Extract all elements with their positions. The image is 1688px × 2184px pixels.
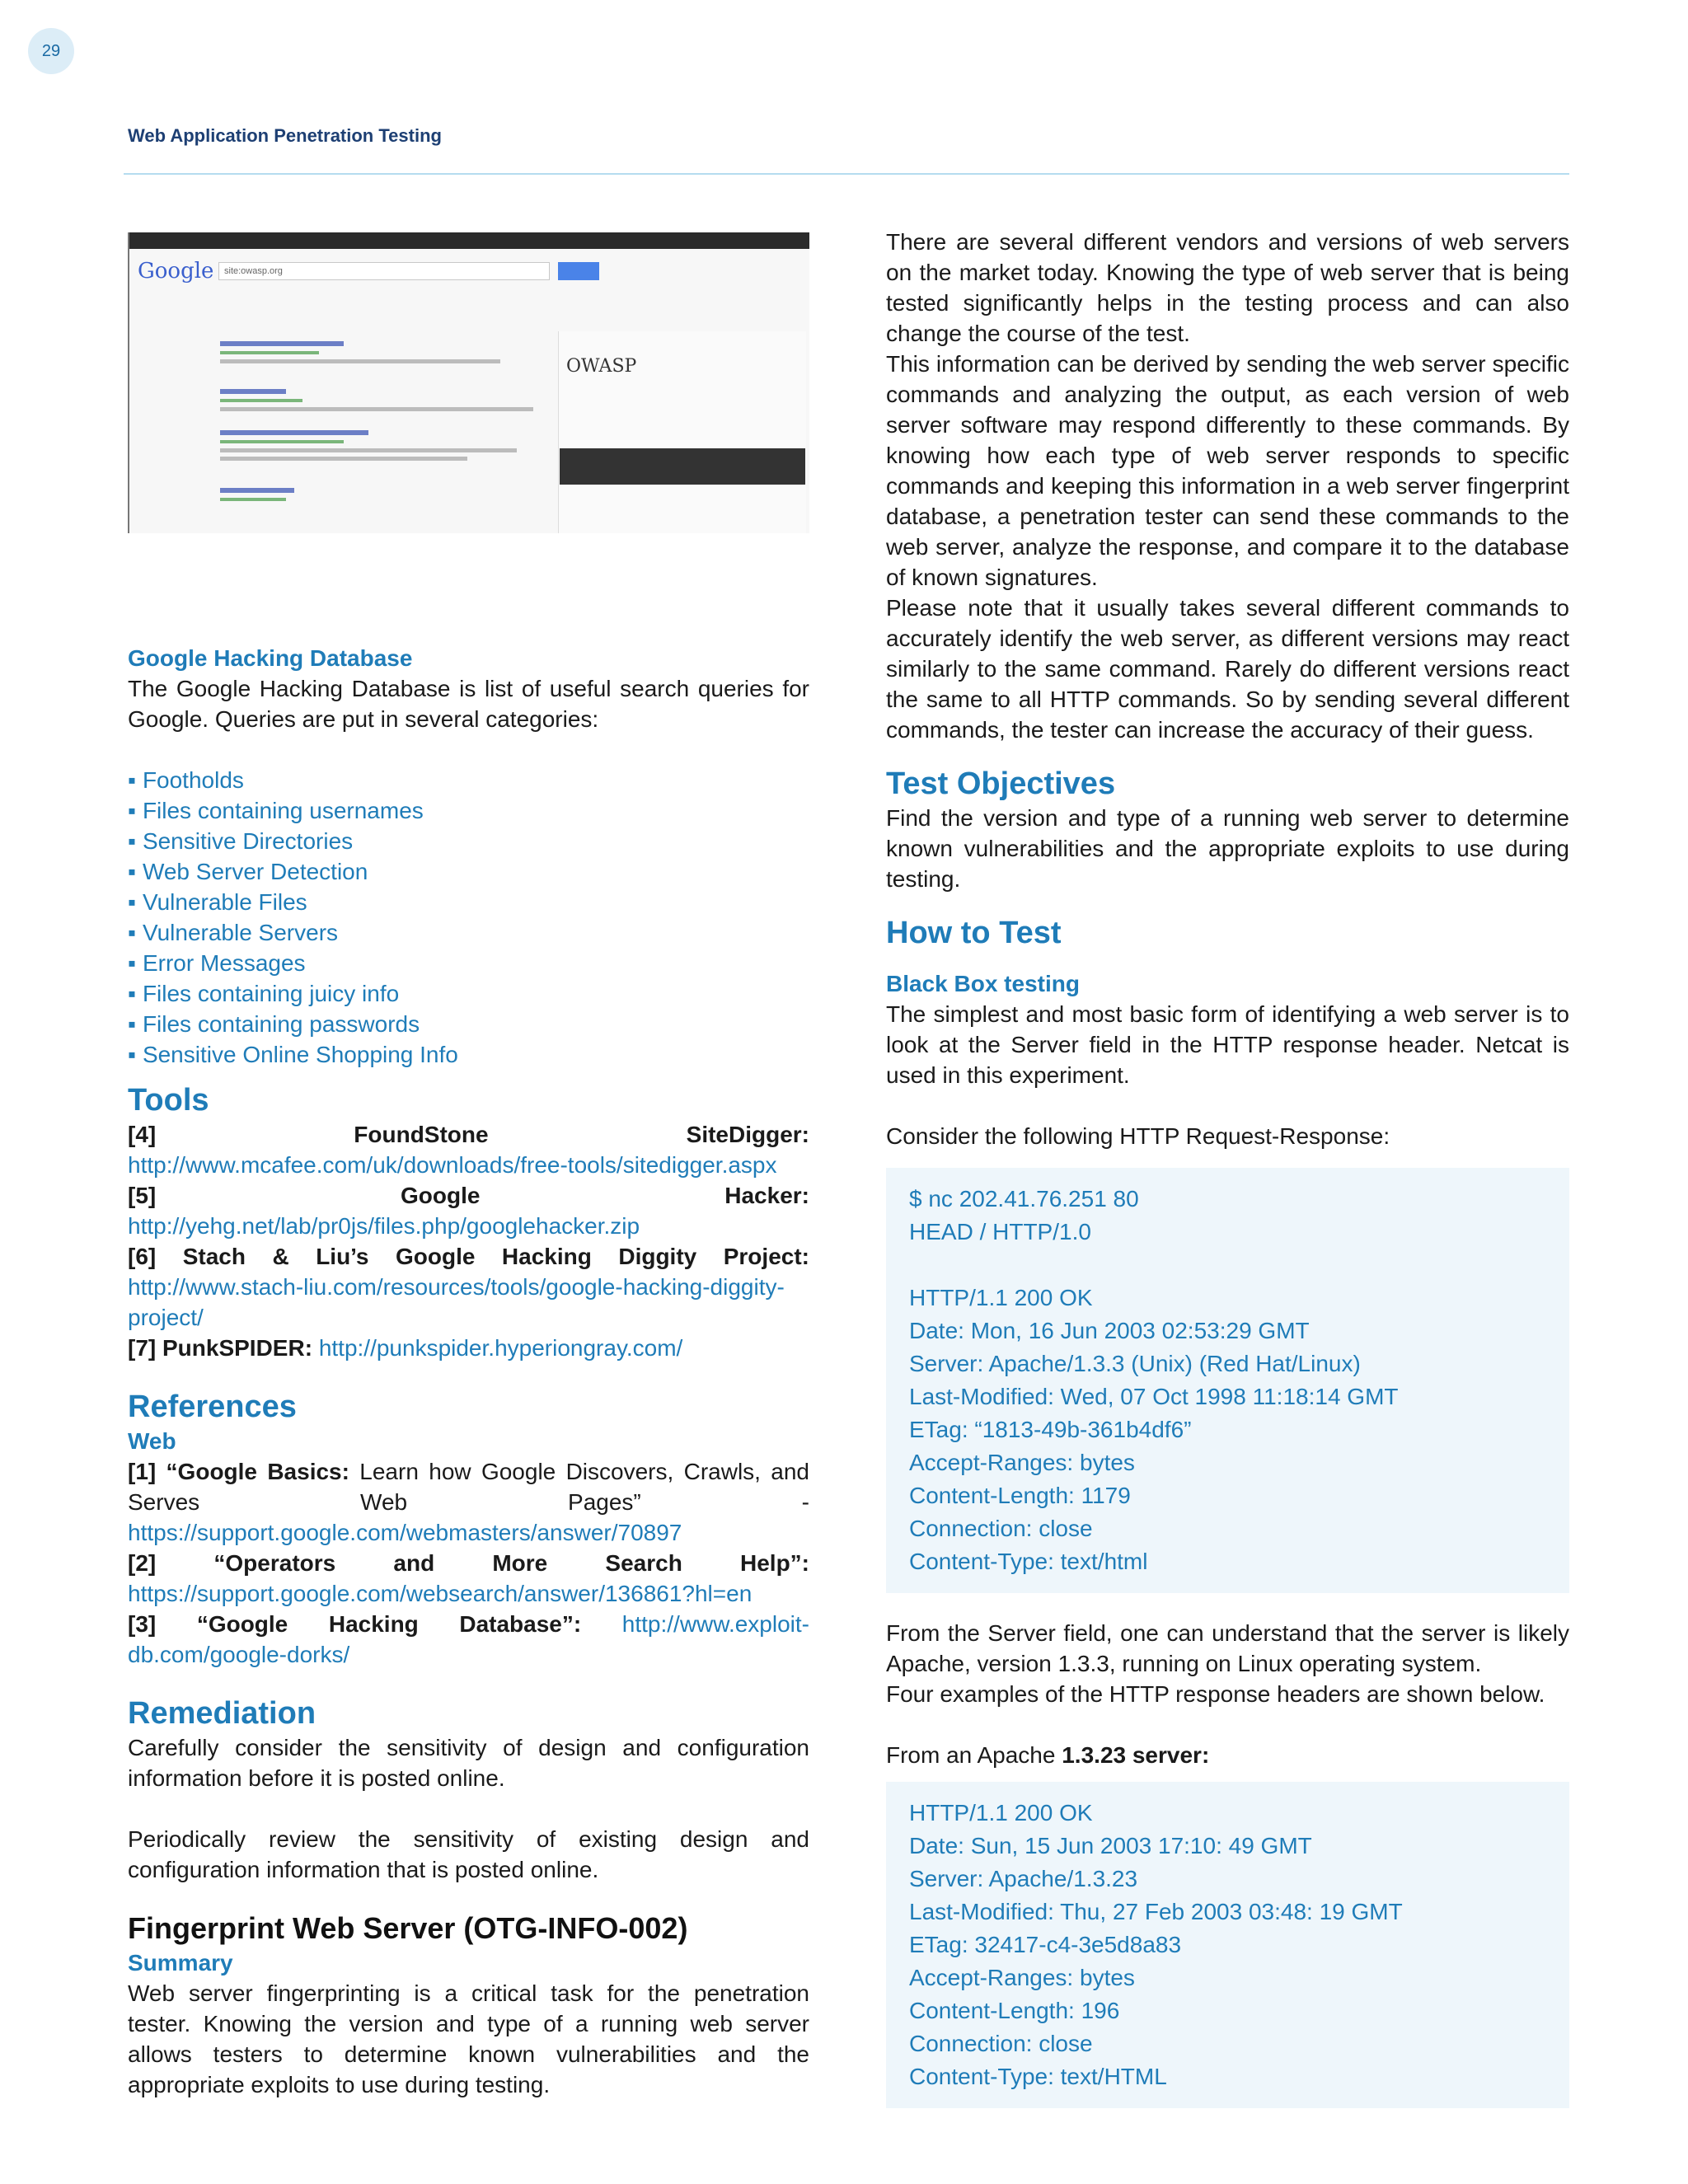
reference-label: [2] “Operators and More Search Help”: [128, 1550, 809, 1576]
google-search-screenshot [128, 232, 809, 533]
code-line: Last-Modified: Wed, 07 Oct 1998 11:18:14 GMT [909, 1384, 1399, 1409]
running-header: Web Application Penetration Testing [128, 125, 442, 146]
reference-link[interactable]: https://support.google.com/webmasters/answer/70897 [128, 1520, 682, 1545]
intro-paragraph: There are several different vendors and versions of web servers on the market today. Knowing the type of web server that is being tested significantly helps in the testing process and can also change the course of the test. [886, 229, 1569, 346]
screenshot-search-button [558, 262, 599, 280]
result-snippet [220, 359, 500, 363]
list-item: ▪ Vulnerable Servers [128, 917, 809, 948]
reference-entry [128, 1456, 809, 1548]
tool-entry [128, 1180, 809, 1241]
code-line: Content-Type: text/html [909, 1549, 1148, 1574]
code-line: HTTP/1.1 200 OK [909, 1800, 1093, 1825]
screenshot-tooltip [560, 448, 805, 485]
screenshot-query: site:owasp.org [224, 266, 283, 276]
google-logo: Google [138, 259, 214, 284]
code-line: $ nc 202.41.76.251 80 [909, 1186, 1139, 1212]
tool-entry [128, 1333, 809, 1363]
code-line: Date: Mon, 16 Jun 2003 02:53:29 GMT [909, 1318, 1310, 1343]
list-item: ▪ Error Messages [128, 948, 809, 978]
fingerprint-heading: Fingerprint Web Server (OTG-INFO-002) [128, 1911, 688, 1945]
references-heading: References [128, 1390, 297, 1424]
remediation-heading: Remediation [128, 1696, 316, 1731]
owasp-logo: OWASP [566, 356, 637, 377]
reference-link[interactable]: http://www.exploit-db.com/google-dorks/ [128, 1611, 809, 1667]
reference-entry [128, 1548, 809, 1609]
left-flow [128, 643, 809, 2100]
summary-text: Web server fingerprinting is a critical task for the penetration tester. Knowing the version and type of a running web server allows testers to determine known vulnerabilities and the appropriate exploits to use during testing. [128, 1980, 809, 2097]
reference-label: [3] “Google Hacking Database”: [128, 1611, 582, 1637]
code-line: Server: Apache/1.3.3 (Unix) (Red Hat/Linux) [909, 1351, 1361, 1376]
list-item: ▪ Footholds [128, 765, 809, 795]
result-link [220, 488, 294, 493]
code-line [909, 1249, 1546, 1282]
remediation-paragraph: Periodically review the sensitivity of existing design and configuration information that is posted online. [128, 1826, 809, 1882]
tools-heading: Tools [128, 1083, 209, 1118]
code-line: Date: Sun, 15 Jun 2003 17:10: 49 GMT [909, 1833, 1312, 1858]
tool-label: [5] Google Hacker: [128, 1183, 809, 1208]
category-list [128, 765, 809, 1070]
ghdb-heading: Google Hacking Database [128, 645, 413, 671]
code-block-2 [886, 1782, 1569, 2108]
result-url [220, 440, 344, 443]
result-snippet [220, 407, 533, 411]
result-snippet [220, 448, 517, 452]
code-line: Content-Length: 196 [909, 1998, 1120, 2023]
tool-link[interactable]: http://www.stach-liu.com/resources/tools/google-hacking-diggity-project/ [128, 1274, 785, 1330]
tool-link[interactable]: http://www.mcafee.com/uk/downloads/free-tools/sitedigger.aspx [128, 1152, 777, 1178]
objectives-heading: Test Objectives [886, 766, 1116, 801]
code-line: Content-Type: text/HTML [909, 2064, 1167, 2089]
header-rule [124, 173, 1569, 175]
black-box-text: The simplest and most basic form of identifying a web server is to look at the Server field in the HTTP response header. Netcat is used in this experiment. [886, 1001, 1569, 1088]
after-paragraph: Four examples of the HTTP response headers are shown below. [886, 1681, 1545, 1707]
code-line: Server: Apache/1.3.23 [909, 1866, 1138, 1891]
code-line: ETag: “1813-49b-361b4df6” [909, 1417, 1192, 1442]
code-line: Connection: close [909, 1516, 1093, 1541]
code-line: Accept-Ranges: bytes [909, 1450, 1135, 1475]
code-line: Content-Length: 1179 [909, 1483, 1131, 1508]
reference-label: [1] “Google Basics: [128, 1459, 349, 1484]
reference-text [581, 1611, 622, 1637]
result-link [220, 389, 286, 394]
reference-entry [128, 1609, 809, 1670]
code-line: ETag: 32417-c4-3e5d8a83 [909, 1932, 1182, 1957]
apache-version: 1.3.23 server: [1062, 1742, 1210, 1768]
consider-text: Consider the following HTTP Request-Response: [886, 1123, 1390, 1149]
intro-paragraph: Please note that it usually takes several different commands to accurately identify the web server, as different versions may react similarly to the same command. Rarely do different versions react the same to all HTTP commands. So by sending several different commands, the tester can increase the accuracy of their guess. [886, 595, 1569, 743]
list-item: ▪ Sensitive Directories [128, 826, 809, 856]
tool-link[interactable]: http://punkspider.hyperiongray.com/ [318, 1335, 683, 1361]
code-line: Connection: close [909, 2031, 1093, 2056]
result-url [220, 351, 319, 354]
list-item: ▪ Vulnerable Files [128, 887, 809, 917]
page-number: 29 [28, 28, 74, 74]
list-item: ▪ Files containing passwords [128, 1009, 809, 1039]
remediation-paragraph: Carefully consider the sensitivity of design and configuration information before it is posted online. [128, 1735, 809, 1791]
apache-intro [886, 1740, 1569, 1770]
result-link [220, 430, 368, 435]
result-url [220, 399, 302, 402]
result-link [220, 341, 344, 346]
code-block-1 [886, 1168, 1569, 1593]
list-item: ▪ Web Server Detection [128, 856, 809, 887]
code-line: HEAD / HTTP/1.0 [909, 1219, 1091, 1244]
list-item: ▪ Sensitive Online Shopping Info [128, 1039, 809, 1070]
apache-prefix: From an Apache [886, 1742, 1062, 1768]
after-paragraph: From the Server field, one can understand that the server is likely Apache, version 1.3.3, running on Linux operating system. [886, 1620, 1569, 1676]
tool-label: [6] Stach & Liu’s Google Hacking Diggity Project: [128, 1244, 809, 1269]
code-line: Last-Modified: Thu, 27 Feb 2003 03:48: 19 GMT [909, 1899, 1403, 1924]
intro-paragraph: This information can be derived by sending the web server specific commands and analyzing the output, as each version of web server software may respond differently to these commands. By knowing how each type of web server responds to specific commands and keeping this information in a web server fingerprint database, a penetration tester can send these commands to the web server, analyze the response, and compare it to the database of known signatures. [886, 351, 1569, 590]
tool-entry [128, 1119, 809, 1180]
result-url [220, 498, 286, 501]
summary-heading: Summary [128, 1950, 233, 1975]
how-to-test-heading: How to Test [886, 916, 1062, 950]
screenshot-topbar [129, 232, 809, 249]
objectives-text: Find the version and type of a running web server to determine known vulnerabilities and the appropriate exploits to use during testing. [886, 805, 1569, 892]
ghdb-text: The Google Hacking Database is list of useful search queries for Google. Queries are put in several categories: [128, 676, 809, 732]
black-box-heading: Black Box testing [886, 971, 1080, 996]
tool-entry [128, 1241, 809, 1333]
reference-link[interactable]: https://support.google.com/websearch/answer/136861?hl=en [128, 1581, 753, 1606]
right-flow [886, 227, 1569, 2108]
tool-label: [4] FoundStone SiteDigger: [128, 1122, 809, 1147]
list-item: ▪ Files containing usernames [128, 795, 809, 826]
result-snippet [220, 457, 467, 461]
code-line: HTTP/1.1 200 OK [909, 1285, 1093, 1310]
tool-link[interactable]: http://yehg.net/lab/pr0js/files.php/googlehacker.zip [128, 1213, 640, 1239]
web-heading: Web [128, 1428, 176, 1454]
reference-text: Learn how Google Discovers, Crawls, and Serves Web Pages” - [128, 1459, 809, 1515]
screenshot-search-box [218, 262, 550, 280]
code-line: Accept-Ranges: bytes [909, 1965, 1135, 1990]
list-item: ▪ Files containing juicy info [128, 978, 809, 1009]
tool-label: [7] PunkSPIDER: [128, 1335, 313, 1361]
